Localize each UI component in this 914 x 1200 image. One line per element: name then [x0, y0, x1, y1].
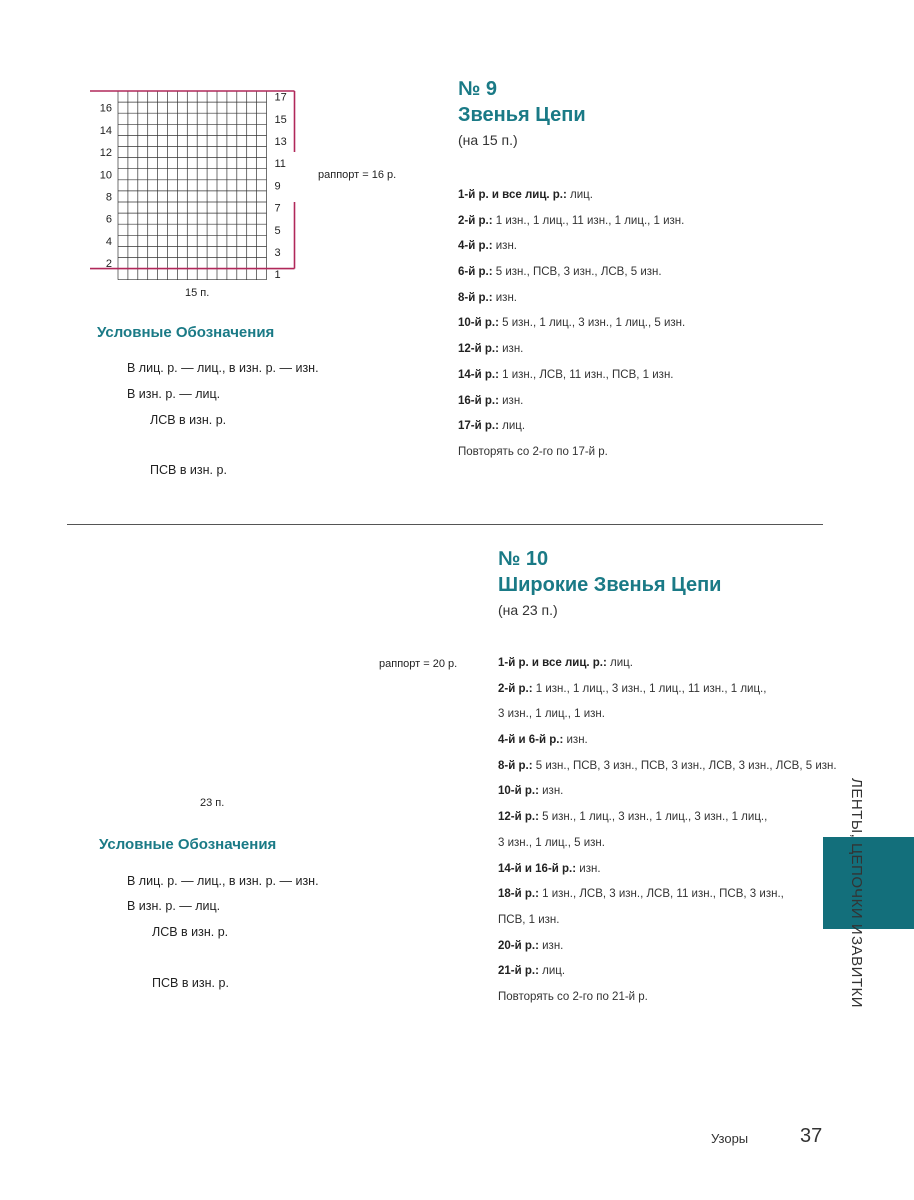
chapter-label-line1: ЛЕНТЫ, ЦЕПОЧКИ И [848, 778, 865, 936]
row-label: 21-й р.: [498, 965, 539, 978]
pattern-title: Широкие Звенья Цепи [498, 574, 722, 596]
row-text: изн. [576, 862, 601, 875]
row-label: 20-й р.: [498, 939, 539, 952]
row-text: изн. [538, 939, 564, 952]
row-text: 5 изн., 1 лиц., 3 изн., 1 лиц., 3 изн., 1 лиц., [538, 811, 768, 824]
row-number: 5 [274, 224, 281, 237]
row-text: 3 изн., 1 лиц., 5 изн. [498, 836, 605, 849]
row-label: 10-й р.: [498, 785, 539, 798]
row-label: 16-й р.: [458, 394, 499, 407]
row-label: 4-й р.: [458, 240, 493, 253]
legend-item-knit: В лиц. р. — лиц., в изн. р. — изн. [127, 361, 319, 375]
legend-item-purl: В изн. р. — лиц. [127, 387, 221, 401]
repeat-label-10: раппорт = 20 р. [379, 658, 458, 670]
legend-item-psv: ПСВ в изн. р. [150, 463, 227, 477]
row-number: 13 [274, 136, 287, 148]
row-text: изн. [492, 291, 517, 304]
chapter-label [848, 778, 880, 1009]
legend-item-purl: В изн. р. — лиц. [127, 899, 221, 913]
row-text: 1 изн., 1 лиц., 3 изн., 1 лиц., 11 изн., 1 лиц., [532, 682, 767, 695]
row-label: 8-й р.: [498, 759, 533, 772]
row-text: 5 изн., ПСВ, 3 изн., ПСВ, 3 изн., ЛСВ, 3 изн., ЛСВ, 5 изн. [532, 759, 837, 772]
row-number: 6 [105, 213, 112, 226]
legend-item-psv: ПСВ в изн. р. [152, 976, 229, 990]
stitches-label-9: 15 п. [185, 287, 210, 299]
legend-item-knit: В лиц. р. — лиц., в изн. р. — изн. [127, 874, 319, 888]
row-number: 16 [99, 102, 112, 115]
row-text: Повторять со 2-го по 17-й р. [458, 445, 608, 458]
row-text: 3 изн., 1 лиц., 1 изн. [498, 708, 605, 721]
pattern-number: № 9 [458, 78, 497, 100]
row-text: изн. [563, 734, 588, 747]
legend-item-lsv: ЛСВ в изн. р. [150, 413, 227, 427]
row-text: лиц. [566, 189, 593, 201]
legend-item-lsv: ЛСВ в изн. р. [152, 925, 229, 939]
row-text: Повторять со 2-го по 21-й р. [498, 990, 648, 1003]
row-number: 12 [99, 147, 112, 160]
legend-title-9: Условные Обозначения [97, 324, 275, 341]
row-number: 1 [274, 269, 281, 282]
page-number: 37 [800, 1125, 823, 1147]
row-label: 17-й р.: [458, 420, 499, 433]
row-label: 12-й р.: [498, 811, 539, 824]
stitches-label-10: 23 п. [200, 797, 225, 809]
row-number: 9 [274, 180, 281, 193]
row-text: 1 изн., 1 лиц., 11 изн., 1 лиц., 1 изн. [492, 214, 685, 227]
row-label: 2-й р.: [498, 682, 533, 695]
pattern-number: № 10 [498, 548, 549, 570]
row-text: изн. [498, 394, 524, 407]
row-number: 10 [99, 169, 112, 182]
pattern-subtitle: (на 23 п.) [498, 602, 558, 618]
row-number: 15 [274, 113, 287, 126]
row-number: 17 [274, 91, 287, 104]
row-number: 11 [274, 158, 286, 171]
row-text: изн. [538, 785, 564, 798]
row-label: 14-й р.: [458, 368, 499, 381]
row-text: 5 изн., ПСВ, 3 изн., ЛСВ, 5 изн. [492, 266, 662, 279]
row-text: 5 изн., 1 лиц., 3 изн., 1 лиц., 5 изн. [498, 317, 686, 330]
row-number: 4 [105, 235, 112, 248]
row-label: 10-й р.: [458, 317, 499, 330]
row-text: изн. [492, 240, 517, 253]
footer-section: Узоры [711, 1131, 749, 1146]
row-label: 4-й и 6-й р.: [498, 734, 564, 747]
row-number: 7 [274, 202, 281, 215]
repeat-label-9: раппорт = 16 р. [318, 169, 397, 181]
pattern-title: Звенья Цепи [458, 104, 586, 126]
row-label: 8-й р.: [458, 291, 493, 304]
row-text: ПСВ, 1 изн. [498, 913, 560, 926]
row-text: 1 изн., ЛСВ, 3 изн., ЛСВ, 11 изн., ПСВ, 3 изн., [538, 888, 784, 901]
row-text: лиц. [538, 965, 566, 978]
row-number: 8 [105, 191, 112, 204]
row-number: 14 [99, 124, 112, 137]
row-text: лиц. [606, 657, 633, 669]
pattern-subtitle: (на 15 п.) [458, 132, 518, 148]
row-label: 2-й р.: [458, 214, 493, 227]
row-text: 1 изн., ЛСВ, 11 изн., ПСВ, 1 изн. [498, 368, 674, 381]
row-label: 6-й р.: [458, 266, 493, 279]
row-label: 1-й р. и все лиц. р.: [498, 657, 607, 669]
row-text: изн. [498, 343, 524, 356]
row-label: 12-й р.: [458, 343, 499, 356]
row-label: 1-й р. и все лиц. р.: [458, 189, 567, 201]
row-label: 14-й и 16-й р.: [498, 862, 577, 875]
row-text: лиц. [498, 420, 526, 433]
row-label: 18-й р.: [498, 888, 539, 901]
row-number: 2 [105, 258, 112, 271]
chapter-label-line2: ЗАВИТКИ [848, 936, 865, 1009]
row-number: 3 [274, 247, 281, 259]
legend-title-10: Условные Обозначения [99, 836, 277, 853]
